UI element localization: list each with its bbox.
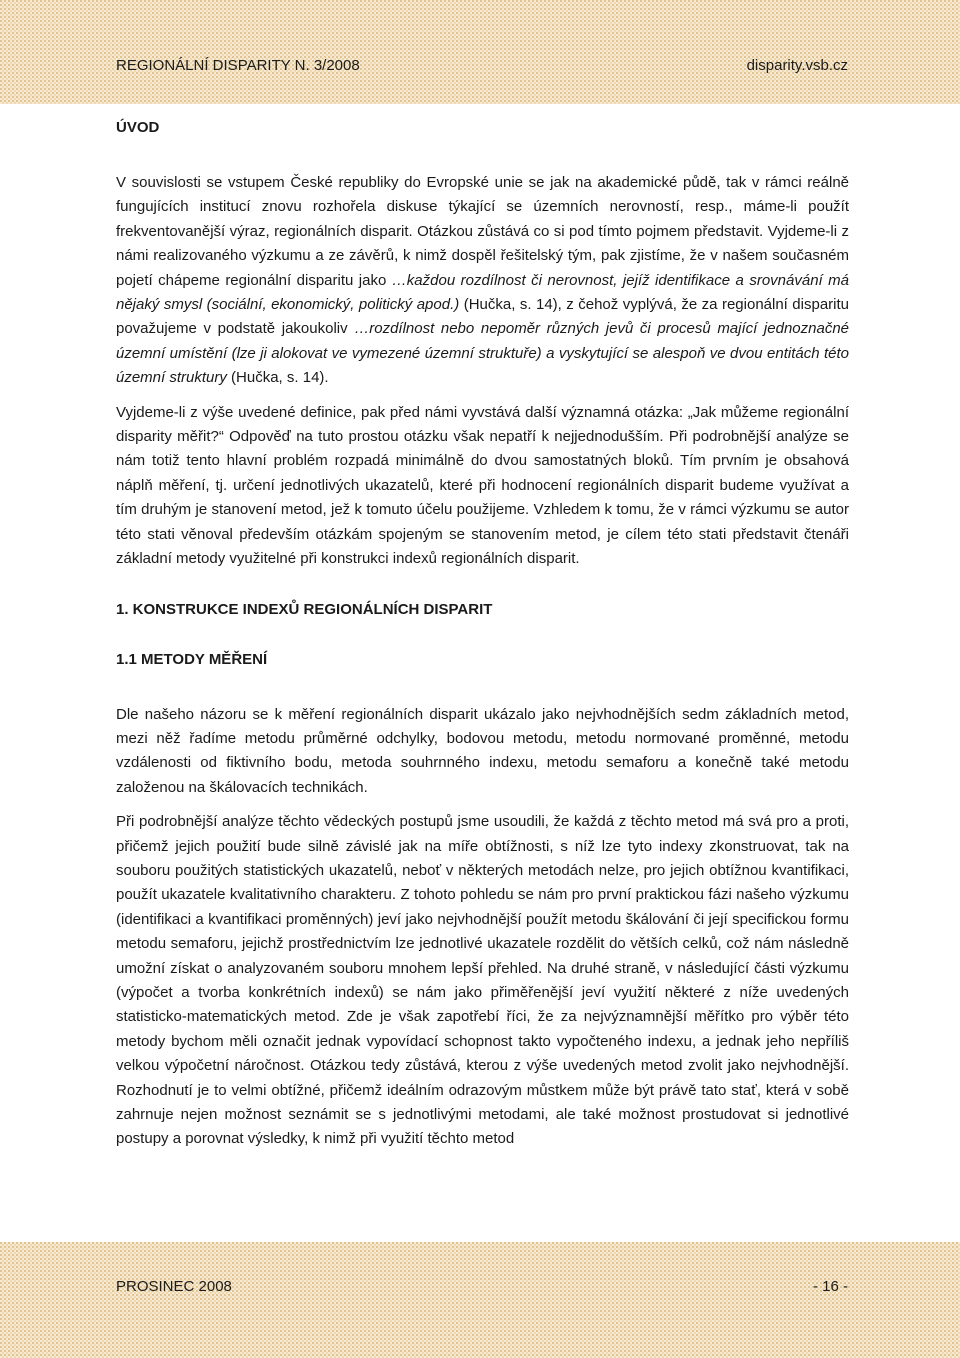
- header-band: [0, 0, 960, 104]
- section-heading-1: 1. KONSTRUKCE INDEXŮ REGIONÁLNÍCH DISPARIT: [116, 600, 493, 618]
- page-footer: [116, 1278, 848, 1295]
- journal-title: REGIONÁLNÍ DISPARITY N. 3/2008: [116, 57, 360, 74]
- paragraph-methods: Dle našeho názoru se k měření regionálních disparit ukázalo jako nejvhodnějších sedm základních metod, mezi něž řadíme metodu průměrné odchylky, bodovou metodu, metodu normované proměnné, metodu vzdálenosti od fiktivního bodu, metoda souhrnného indexu, metodu semaforu a konečně také metodu založenou na škálovacích technikách.: [116, 705, 849, 796]
- footer-date: PROSINEC 2008: [116, 1278, 232, 1295]
- paragraph-definition: Vyjdeme-li z výše uvedené definice, pak před námi vyvstává další významná otázka: „Jak můžeme regionální disparity měřit?“ Odpověď na tuto prostou otázku však nepatří k nejjednodušším. Při podrobnější analýze se nám totiž tento hlavní problém rozpadá minimálně do dvou samostatných bloků. Tím prvním je obsahová náplň měření, tj. určení jednotlivých ukazatelů, které při hodnocení regionálních disparit budeme využívat a tím druhým je stanovení metod, jež k tomuto účelu použijeme. Vzhledem k tomu, že v rámci výzkumu se autor této stati věnoval především otázkám spojeným se stanovením metod, je cílem této stati představit čtenáři základní metody využitelné při konstrukci indexů regionálních disparit.: [116, 403, 849, 568]
- page-number: - 16 -: [812, 1278, 848, 1295]
- section-heading-uvod: ÚVOD: [116, 119, 160, 136]
- paragraph-analysis: Při podrobnější analýze těchto vědeckých postupů jsme usoudili, že každá z těchto metod má svá pro a proti, přičemž jejich použití bude silně závislé jak na míře obtížnosti, s níž lze tyto indexy zkonstruovat, tak na souboru použitých statistických ukazatelů, neboť v některých metodách nelze, pro jejich obtížnou kvantifikaci, použít ukazatele kvalitativního charakteru. Z tohoto pohledu se nám pro první praktickou fázi našeho výzkumu (identifikaci a kvantifikaci proměnných) jeví jako nejvhodnější použít metodu škálování či její specifickou formu metodu semaforu, jejichž prostřednictvím lze jednotlivé ukazatele rozdělit do větších celků, což nám následně umožní získat o analyzovaném souboru mnohem lepší přehled. Na druhé straně, v následující části výzkumu (výpočet a tvorba konkrétních indexů) se nám jako přiměřenější jeví využití některé z níže uvedených statisticko-matematických metod. Zde je však zapotřebí říci, že za nejvýznamnější měřítko pro výběr této metody bychom měli označit jednak vypovídací schopnost takto vypočteného indexu, a jednak jeho nepříliš velkou výpočetní náročnost. Otázkou tedy zůstává, kterou z výše uvedených metod zvolit jako nejvhodnější. Rozhodnutí je to velmi obtížné, přičemž ideálním odrazovým můstkem může být právě tato stať, která v sobě zahrnuje nejen možnost seznámit se s jednotlivými metodami, ale také možnost prostudovat si jednotlivé postupy a porovnat výsledky, k nimž při využití těchto metod: [116, 813, 849, 1148]
- article-body: [116, 116, 849, 1162]
- website-link[interactable]: disparity.vsb.cz: [746, 57, 848, 74]
- p1-quote-1: …každou rozdílnost či nerovnost, jejíž identifikace a srovnávání má nějaký smysl (sociální, ekonomický, politický apod.): [116, 271, 850, 314]
- p1-quote-2: …rozdílnost nebo nepoměr různých jevů či procesů mající jednoznačné územní umístění (lze ji alokovat ve vymezené územní struktuře) a vyskytující se alespoň ve dvou entitách této územní struktury: [116, 320, 849, 387]
- page-header: [116, 57, 848, 74]
- paragraph-intro: [116, 171, 849, 391]
- p1-text-e: (Hučka, s. 14).: [226, 369, 329, 387]
- p1-text-c: (Hučka, s. 14), z čehož vyplývá, že za regionální disparitu považujeme v podstatě jakoukoliv: [116, 296, 849, 338]
- section-heading-1-1: 1.1 METODY MĚŘENÍ: [116, 650, 268, 668]
- p1-text-a: V souvislosti se vstupem České republiky do Evropské unie se jak na akademické půdě, tak v rámci reálně fungujících institucí znovu rozhořela diskuse týkající se územních nerovností, resp., máme-li použít frekventovanější výraz, regionálních disparit. Otázkou zůstává co si pod tímto pojmem představit. Vyjdeme-li z námi realizovaného výzkumu a ze závěrů, k nimž dospěl řešitelský tým, pak zjistíme, že v našem současném pojetí chápeme regionální disparitu jako: [116, 174, 849, 289]
- footer-band: [0, 1242, 960, 1358]
